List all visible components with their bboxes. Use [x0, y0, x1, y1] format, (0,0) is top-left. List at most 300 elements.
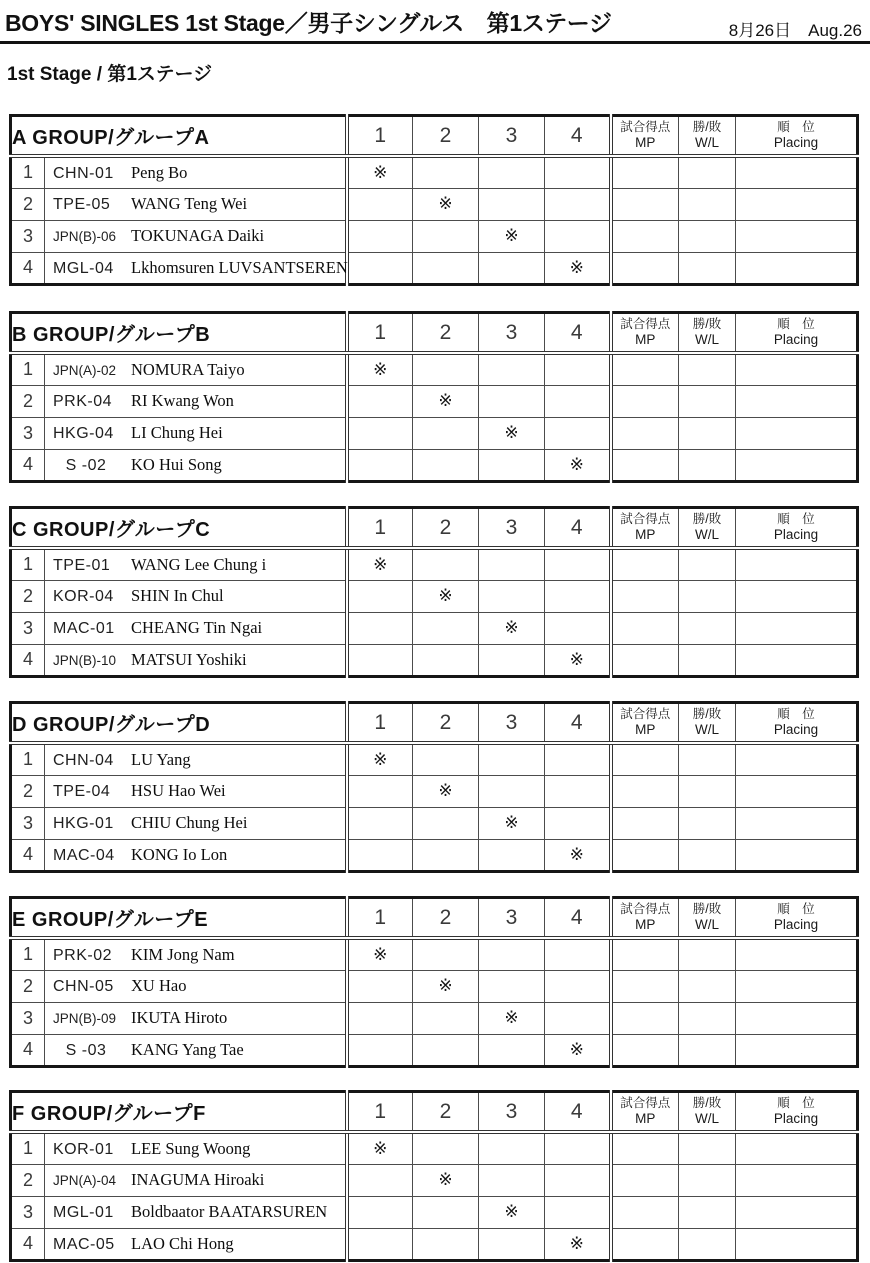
row-number: 4	[11, 1034, 45, 1066]
row-number: 3	[11, 612, 45, 644]
mp-col-header	[611, 1092, 679, 1133]
match-col-header: 3	[479, 116, 545, 157]
row-number: 4	[11, 644, 45, 676]
match-cell	[347, 548, 413, 580]
wl-header-en: W/L	[695, 1110, 720, 1126]
placing-cell	[736, 1196, 858, 1228]
self-match-mark: ※	[438, 1170, 453, 1189]
placing-col-header	[736, 116, 858, 157]
match-cell	[479, 449, 545, 481]
match-cell	[479, 580, 545, 612]
match-col-header: 4	[545, 703, 611, 744]
placing-cell	[736, 252, 858, 284]
placing-cell	[736, 220, 858, 252]
row-number: 2	[11, 775, 45, 807]
mp-cell	[611, 353, 679, 385]
player-code: CHN-01	[53, 164, 114, 182]
player-cell	[45, 580, 347, 612]
player-name: KO Hui Song	[131, 454, 222, 474]
self-match-mark: ※	[373, 749, 388, 769]
placing-col-header	[736, 313, 858, 354]
match-cell	[347, 1132, 413, 1164]
player-name: Lkhomsuren LUVSANTSEREN	[131, 257, 348, 277]
placing-header-en: Placing	[773, 526, 819, 542]
group-title: B GROUP/グループB	[11, 313, 347, 354]
self-match-mark: ※	[569, 257, 584, 277]
player-cell	[45, 612, 347, 644]
group-title: E GROUP/グループE	[11, 898, 347, 939]
self-match-mark: ※	[569, 454, 584, 474]
wl-cell	[679, 548, 736, 580]
self-match-mark: ※	[504, 813, 519, 832]
match-cell	[347, 580, 413, 612]
match-cell	[347, 385, 413, 417]
group-header-row	[11, 116, 858, 157]
match-col-header: 1	[347, 703, 413, 744]
player-row	[11, 580, 858, 612]
match-cell	[413, 449, 479, 481]
match-cell	[413, 385, 479, 417]
wl-cell	[679, 839, 736, 871]
match-cell	[545, 1002, 611, 1034]
player-name: TOKUNAGA Daiki	[131, 226, 265, 245]
placing-header-ja: 順 位	[777, 317, 815, 332]
page-title: BOYS' SINGLES 1st Stage／男子シングルス 第1ステージ	[5, 10, 612, 36]
wl-header-ja: 勝/敗	[692, 317, 722, 332]
match-col-header: 1	[347, 898, 413, 939]
match-cell	[479, 839, 545, 871]
player-cell	[45, 156, 347, 188]
match-cell	[347, 353, 413, 385]
match-cell	[413, 938, 479, 970]
player-name: KONG Io Lon	[131, 844, 228, 864]
mp-cell	[611, 839, 679, 871]
match-cell	[347, 220, 413, 252]
player-code: JPN(B)-10	[53, 652, 117, 668]
self-match-mark: ※	[569, 844, 584, 864]
placing-cell	[736, 449, 858, 481]
match-cell	[479, 1034, 545, 1066]
player-code: TPE-04	[53, 783, 111, 800]
mp-cell	[611, 775, 679, 807]
wl-cell	[679, 188, 736, 220]
match-cell	[413, 252, 479, 284]
match-cell	[347, 612, 413, 644]
match-cell	[479, 644, 545, 676]
group-d-table	[9, 701, 859, 873]
row-number: 4	[11, 839, 45, 871]
wl-cell	[679, 1034, 736, 1066]
player-code: MAC-04	[53, 846, 115, 864]
match-cell	[347, 1034, 413, 1066]
self-match-mark: ※	[569, 649, 584, 669]
mp-cell	[611, 1034, 679, 1066]
player-code: MAC-01	[53, 620, 115, 637]
player-name: Peng Bo	[131, 162, 188, 182]
mp-header-en: MP	[635, 916, 656, 932]
player-name: HSU Hao Wei	[131, 781, 226, 800]
match-cell	[413, 612, 479, 644]
player-name: CHEANG Tin Ngai	[131, 618, 263, 637]
wl-cell	[679, 743, 736, 775]
mp-col-header	[611, 313, 679, 354]
match-cell	[413, 580, 479, 612]
self-match-mark: ※	[504, 618, 519, 637]
mp-header-ja: 試合得点	[620, 512, 671, 527]
match-col-header: 1	[347, 313, 413, 354]
player-name: KIM Jong Nam	[131, 944, 235, 964]
self-match-mark: ※	[504, 1202, 519, 1221]
wl-header-ja: 勝/敗	[692, 902, 722, 917]
match-cell	[413, 775, 479, 807]
match-cell	[413, 1034, 479, 1066]
match-cell	[347, 938, 413, 970]
self-match-mark: ※	[569, 1233, 584, 1253]
placing-cell	[736, 1002, 858, 1034]
player-cell	[45, 775, 347, 807]
match-cell	[347, 1002, 413, 1034]
player-code: CHN-04	[53, 751, 114, 769]
group-header-row	[11, 703, 858, 744]
match-cell	[347, 1196, 413, 1228]
wl-col-header	[679, 703, 736, 744]
player-row	[11, 644, 858, 676]
placing-cell	[736, 156, 858, 188]
match-cell	[545, 580, 611, 612]
mp-cell	[611, 1228, 679, 1260]
player-code: TPE-01	[53, 556, 111, 574]
self-match-mark: ※	[504, 1008, 519, 1027]
player-cell	[45, 1002, 347, 1034]
placing-cell	[736, 1164, 858, 1196]
wl-cell	[679, 1002, 736, 1034]
player-row	[11, 156, 858, 188]
wl-header-en: W/L	[694, 331, 719, 347]
row-number: 2	[11, 188, 45, 220]
title-rule	[0, 41, 870, 44]
group-e-table	[9, 896, 859, 1068]
match-cell	[545, 1196, 611, 1228]
player-cell	[45, 970, 347, 1002]
match-cell	[545, 548, 611, 580]
player-cell	[45, 1196, 347, 1228]
match-col-header: 3	[479, 898, 545, 939]
wl-header-en: W/L	[695, 916, 720, 932]
wl-cell	[679, 353, 736, 385]
match-cell	[545, 1164, 611, 1196]
mp-cell	[611, 743, 679, 775]
placing-col-header	[736, 508, 858, 549]
player-name: IKUTA Hiroto	[131, 1008, 228, 1027]
mp-cell	[611, 385, 679, 417]
match-cell	[413, 743, 479, 775]
mp-header-en: MP	[635, 526, 656, 542]
match-col-header: 4	[545, 508, 611, 549]
placing-header-ja: 順 位	[777, 512, 815, 527]
match-cell	[479, 417, 545, 449]
row-number: 1	[11, 1132, 45, 1164]
self-match-mark: ※	[438, 976, 453, 995]
self-match-mark: ※	[373, 1138, 388, 1158]
placing-col-header	[736, 1092, 858, 1133]
row-number: 2	[11, 970, 45, 1002]
self-match-mark: ※	[438, 586, 453, 605]
wl-cell	[679, 644, 736, 676]
placing-cell	[736, 1132, 858, 1164]
player-name: KANG Yang Tae	[131, 1039, 244, 1059]
match-col-header: 3	[479, 703, 545, 744]
wl-header-ja: 勝/敗	[692, 1096, 722, 1111]
match-cell	[413, 548, 479, 580]
wl-cell	[679, 580, 736, 612]
row-number: 1	[11, 156, 45, 188]
date-label: 8月26日 Aug.26	[728, 21, 862, 40]
match-cell	[545, 970, 611, 1002]
match-cell	[413, 353, 479, 385]
mp-cell	[611, 220, 679, 252]
placing-cell	[736, 807, 858, 839]
match-col-header: 4	[545, 1092, 611, 1133]
match-col-header: 4	[545, 313, 611, 354]
stage-subtitle: 1st Stage / 第1ステージ	[7, 64, 213, 85]
match-cell	[413, 1196, 479, 1228]
player-row	[11, 1228, 858, 1260]
player-name: CHIU Chung Hei	[131, 813, 248, 832]
match-col-header: 4	[545, 116, 611, 157]
player-cell	[45, 807, 347, 839]
player-row	[11, 220, 858, 252]
group-a-table	[9, 114, 859, 286]
player-name: NOMURA Taiyo	[131, 359, 245, 379]
player-code: JPN(A)-02	[53, 362, 117, 378]
match-cell	[347, 156, 413, 188]
match-cell	[479, 1164, 545, 1196]
match-cell	[479, 1196, 545, 1228]
player-name: MATSUI Yoshiki	[131, 649, 247, 669]
placing-header-ja: 順 位	[777, 902, 815, 917]
player-row	[11, 775, 858, 807]
match-col-header: 3	[479, 1092, 545, 1133]
player-row	[11, 612, 858, 644]
match-cell	[545, 220, 611, 252]
match-cell	[347, 970, 413, 1002]
match-cell	[347, 839, 413, 871]
player-code: HKG-04	[53, 425, 114, 442]
match-cell	[347, 449, 413, 481]
placing-cell	[736, 1034, 858, 1066]
match-cell	[479, 353, 545, 385]
player-cell	[45, 938, 347, 970]
match-cell	[479, 743, 545, 775]
placing-header-ja: 順 位	[777, 1096, 815, 1111]
player-code: PRK-04	[53, 393, 113, 410]
player-cell	[45, 220, 347, 252]
player-row	[11, 449, 858, 481]
group-header-row	[11, 898, 858, 939]
match-col-header: 2	[413, 703, 479, 744]
player-cell	[45, 188, 347, 220]
wl-col-header	[679, 508, 736, 549]
match-cell	[347, 1164, 413, 1196]
match-cell	[479, 775, 545, 807]
match-cell	[545, 1034, 611, 1066]
wl-col-header	[679, 313, 736, 354]
match-col-header: 1	[347, 1092, 413, 1133]
wl-cell	[679, 775, 736, 807]
mp-header-en: MP	[635, 1110, 656, 1126]
match-cell	[413, 644, 479, 676]
match-cell	[479, 188, 545, 220]
match-col-header: 2	[413, 898, 479, 939]
player-code: S -02	[65, 456, 107, 474]
group-header-row	[11, 508, 858, 549]
player-row	[11, 1132, 858, 1164]
player-name: LU Yang	[131, 749, 191, 769]
mp-cell	[611, 548, 679, 580]
match-cell	[479, 612, 545, 644]
player-name: RI Kwang Won	[131, 391, 234, 410]
match-cell	[413, 839, 479, 871]
match-cell	[479, 938, 545, 970]
row-number: 1	[11, 548, 45, 580]
match-cell	[413, 807, 479, 839]
wl-cell	[679, 449, 736, 481]
match-cell	[347, 807, 413, 839]
mp-cell	[611, 252, 679, 284]
self-match-mark: ※	[438, 781, 453, 800]
wl-header-ja: 勝/敗	[692, 120, 722, 135]
placing-header-en: Placing	[773, 331, 819, 347]
match-col-header: 2	[413, 313, 479, 354]
self-match-mark: ※	[373, 944, 388, 964]
row-number: 3	[11, 1002, 45, 1034]
mp-cell	[611, 188, 679, 220]
mp-header-en: MP	[635, 331, 656, 347]
row-number: 2	[11, 580, 45, 612]
mp-cell	[611, 1196, 679, 1228]
match-cell	[545, 417, 611, 449]
player-name: XU Hao	[131, 976, 187, 995]
placing-cell	[736, 417, 858, 449]
match-cell	[545, 839, 611, 871]
player-cell	[45, 548, 347, 580]
placing-header-ja: 順 位	[777, 707, 815, 722]
mp-header-ja: 試合得点	[620, 317, 671, 332]
player-code: HKG-01	[53, 815, 114, 832]
player-cell	[45, 449, 347, 481]
wl-cell	[679, 385, 736, 417]
row-number: 1	[11, 743, 45, 775]
mp-header-en: MP	[635, 134, 656, 150]
match-cell	[545, 188, 611, 220]
player-code: MGL-04	[53, 259, 114, 277]
player-name: LEE Sung Woong	[131, 1138, 251, 1158]
self-match-mark: ※	[504, 423, 519, 442]
mp-cell	[611, 156, 679, 188]
wl-cell	[679, 220, 736, 252]
placing-cell	[736, 580, 858, 612]
match-cell	[347, 775, 413, 807]
match-cell	[413, 188, 479, 220]
group-title: F GROUP/グループF	[11, 1092, 347, 1133]
self-match-mark: ※	[569, 1039, 584, 1059]
match-cell	[545, 156, 611, 188]
row-number: 2	[11, 385, 45, 417]
match-cell	[545, 252, 611, 284]
match-col-header: 2	[413, 1092, 479, 1133]
placing-cell	[736, 353, 858, 385]
wl-cell	[679, 417, 736, 449]
wl-cell	[679, 1196, 736, 1228]
player-code: JPN(B)-09	[53, 1011, 117, 1026]
match-cell	[479, 385, 545, 417]
placing-cell	[736, 938, 858, 970]
match-col-header: 2	[413, 508, 479, 549]
player-row	[11, 548, 858, 580]
wl-col-header	[679, 116, 736, 157]
placing-header-en: Placing	[773, 134, 819, 150]
placing-cell	[736, 385, 858, 417]
player-cell	[45, 1164, 347, 1196]
match-col-header: 2	[413, 116, 479, 157]
player-name: SHIN In Chul	[131, 586, 224, 605]
player-row	[11, 1164, 858, 1196]
match-cell	[347, 188, 413, 220]
mp-header-ja: 試合得点	[620, 707, 671, 722]
mp-header-ja: 試合得点	[620, 902, 671, 917]
match-cell	[413, 1228, 479, 1260]
match-cell	[479, 156, 545, 188]
player-code: MGL-01	[53, 1204, 114, 1221]
placing-col-header	[736, 898, 858, 939]
player-name: INAGUMA Hiroaki	[131, 1170, 265, 1189]
row-number: 3	[11, 417, 45, 449]
placing-header-ja: 順 位	[777, 120, 815, 135]
wl-cell	[679, 612, 736, 644]
mp-col-header	[611, 116, 679, 157]
player-cell	[45, 839, 347, 871]
player-code: CHN-05	[53, 978, 114, 995]
group-header-row	[11, 313, 858, 354]
player-code: KOR-01	[53, 1140, 114, 1158]
mp-header-ja: 試合得点	[620, 120, 671, 135]
player-row	[11, 1034, 858, 1066]
player-code: JPN(B)-06	[53, 229, 117, 244]
wl-cell	[679, 156, 736, 188]
wl-cell	[679, 1132, 736, 1164]
mp-col-header	[611, 703, 679, 744]
group-title: D GROUP/グループD	[11, 703, 347, 744]
wl-cell	[679, 1228, 736, 1260]
group-c-table	[9, 506, 859, 678]
placing-cell	[736, 1228, 858, 1260]
match-cell	[347, 743, 413, 775]
match-cell	[347, 644, 413, 676]
mp-header-ja: 試合得点	[620, 1096, 671, 1111]
match-cell	[413, 970, 479, 1002]
player-code: S -03	[65, 1041, 107, 1059]
mp-header-en: MP	[635, 721, 656, 737]
player-name: LAO Chi Hong	[131, 1233, 234, 1253]
player-cell	[45, 252, 347, 284]
placing-cell	[736, 548, 858, 580]
mp-cell	[611, 970, 679, 1002]
wl-header-en: W/L	[694, 721, 719, 737]
wl-cell	[679, 807, 736, 839]
placing-cell	[736, 612, 858, 644]
match-cell	[545, 449, 611, 481]
player-name: WANG Lee Chung i	[131, 554, 267, 574]
